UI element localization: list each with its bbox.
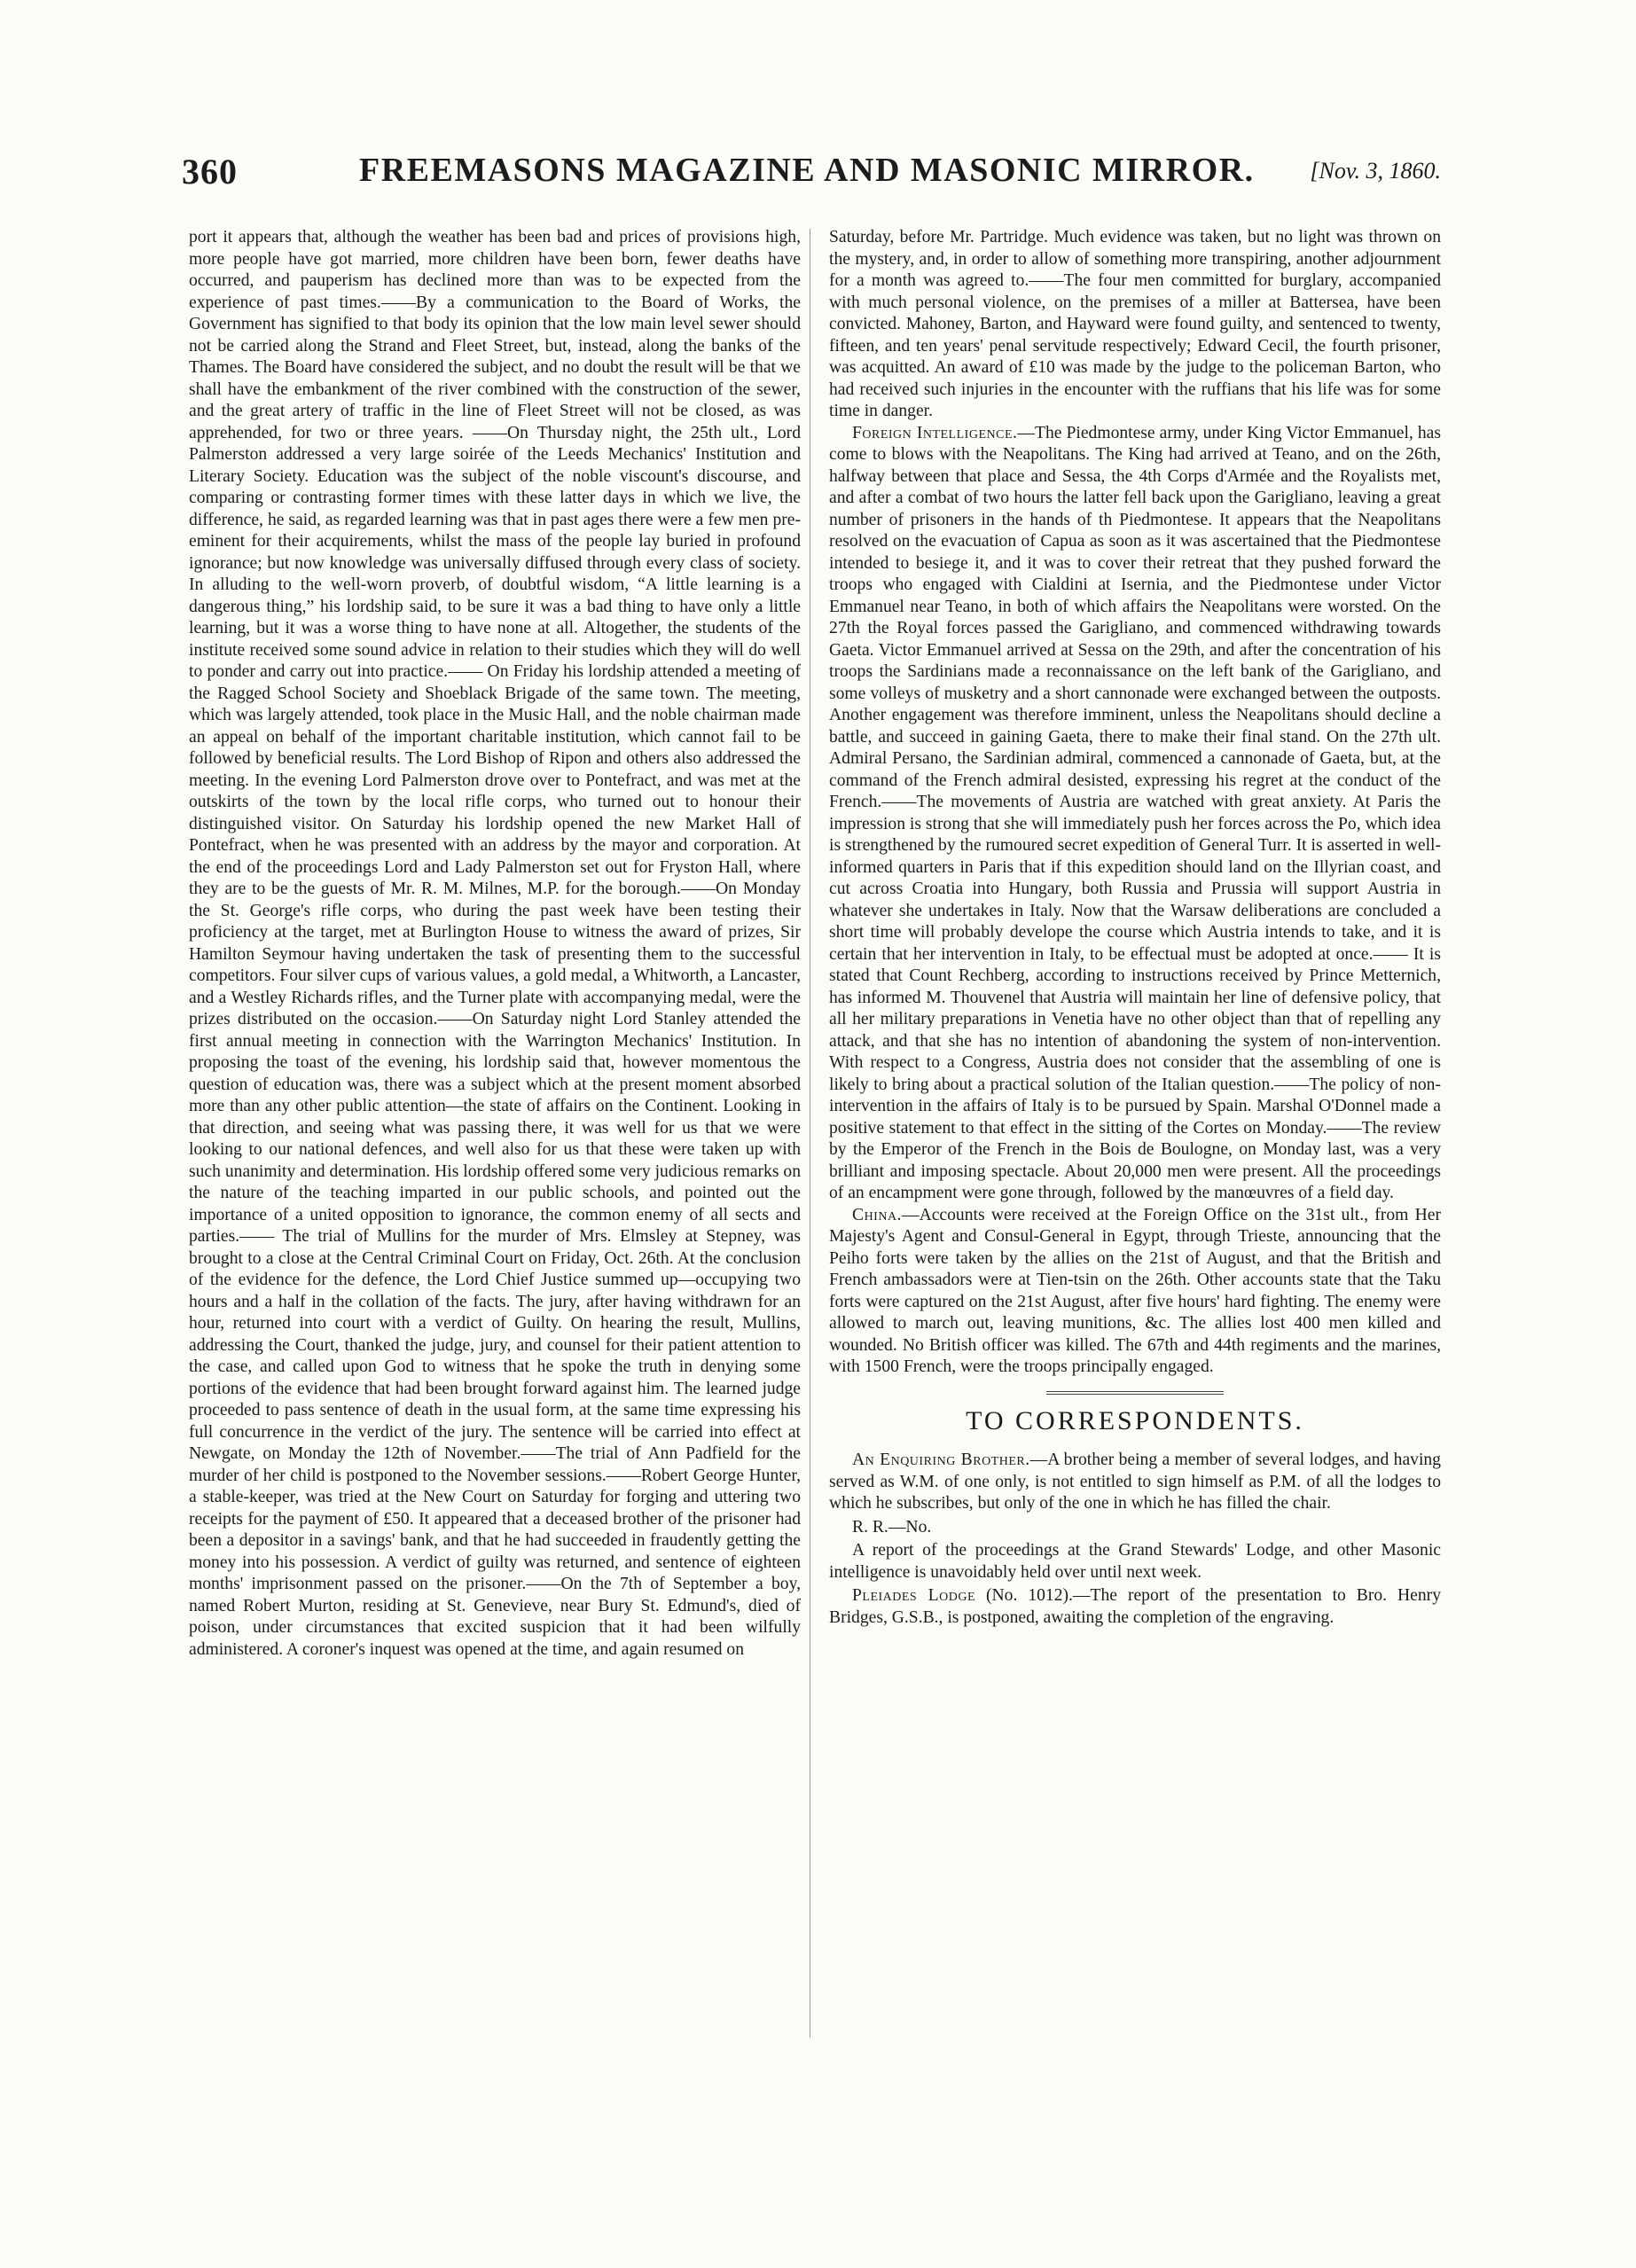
news-continuation: Saturday, before Mr. Partridge. Much evidence was taken, but no light was thrown on the mystery, and, in order to allow of something more transpiring, another adjournment for a month was agreed to.——The four men committed for burglary, accompanied with much personal violence, on the premises of a miller at Battersea, have been convicted. Mahoney, Barton, and Hayward were found guilty, and sentenced to twenty, fifteen, and ten years' penal servitude respectively; Edward Cecil, the fourth prisoner, was acquitted. An award of £10 was made by the judge to the policeman Barton, who had received such injuries in the encounter with the ruffians that his life was for some time in danger. (829, 228, 1441, 420)
china-label: China. (852, 1205, 902, 1224)
china-paragraph (829, 1205, 1441, 1379)
foreign-intelligence-text: —The Piedmontese army, under King Victor Emmanuel, has come to blows with the Neapolitans. The King had arrived at Teano, and on the 26th, halfway between that place and Sessa, the 4th Corps d'Armée and the Royalists met, and after a combat of two hours the latter fell back upon the Garigliano, leaving a great number of prisoners in the hands of th Piedmontese. It appears that the Neapolitans resolved on the evacuation of Capua as soon as it was ascertained that the Piedmontese intended to besiege it, and it was to cover their retreat that they pushed forward the troops who engaged with Cialdini at Isernia, and the Piedmontese under Victor Emmanuel near Teano, in both of which affairs the Neapolitans were worsted. On the 27th the Royal forces passed the Garigliano, and commenced withdrawing towards Gaeta. Victor Emmanuel arrived at Sessa on the 29th, and after the concentration of his troops the Sardinians made a reconnaissance on the left bank of the Garigliano, and some volleys of musketry and a short cannonade were exchanged between the outposts. Another engagement was therefore imminent, unless the Neapolitans should decline a battle, and succeed in gaining Gaeta, there to make their final stand. On the 27th ult. Admiral Persano, the Sardinian admiral, commenced a cannonade of Gaeta, but, at the command of the French admiral desisted, expressing his regret at the conduct of the French.——The movements of Austria are watched with great anxiety. At Paris the impression is strong that she will immediately push her forces across the Po, which idea is strengthened by the rumoured secret expedition of General Turr. It is asserted in well-informed quarters in Paris that if this expedition should land on the Illyrian coast, and cut across Croatia into Hungary, both Russia and Prussia will support Austria in whatever she undertakes in Italy. Now that the Warsaw deliberations are concluded a short time will probably develope the course which Austria intends to take, and it is certain that her intervention in Italy, to be effectual must be adopted at once.—— It is stated that Count Rechberg, according to instructions received by Prince Metternich, has informed M. Thouvenel that Austria will maintain her line of defensive policy, that all her military preparations in Venetia have no other object than that of repelling any attack, and that she has no intention of abandoning the system of non-intervention. With respect to a Congress, Austria does not consider that the assembling of one is likely to bring about a practical solution of the Italian question.——The policy of non-intervention in the affairs of Italy is to be pursued by Spain. Marshal O'Donnel made a positive statement to that effect in the sitting of the Cortes on Monday.——The review by the Emperor of the French in the Bois de Boulogne, on Monday last, was a very brilliant and imposing spectacle. About 20,000 men were present. All the proceedings of an encampment were gone through, followed by the manœuvres of a field day. (829, 423, 1441, 1202)
correspondents-heading: TO CORRESPONDENTS. (966, 1405, 1304, 1435)
issue-date: [Nov. 3, 1860. (1310, 158, 1441, 184)
china-text: —Accounts were received at the Foreign Office on the 31st ult., from Her Majesty's Agent and Consul-General in Egypt, through Trieste, announcing that the Peiho forts were taken by the allies on the 21st of August, and that the British and French ambassadors were at Tien-tsin on the 26th. Other accounts state that the Taku forts were captured on the 21st August, after five hours' hard fighting. The enemy were allowed to march out, leaving munitions, &c. The allies lost 400 men killed and wounded. No British officer was killed. The 67th and 44th regiments and the marines, with 1500 French, were the troops principally engaged. (829, 1205, 1441, 1376)
correspondent-label: An Enquiring Brother. (852, 1451, 1030, 1469)
correspondent-item (829, 1450, 1441, 1515)
correspondent-item (829, 1517, 1441, 1539)
correspondent-reply: —A brother being a member of several lodges, and having served as W.M. of one only, is not entitled to sign himself as P.M. of all the lodges to which he subscribes, but only of the one in which he has filled the chair. (829, 1451, 1441, 1513)
correspondent-item (829, 1585, 1441, 1629)
left-column (189, 227, 801, 1661)
section-rule (1046, 1391, 1224, 1395)
news-paragraph: port it appears that, although the weather has been bad and prices of provisions high, more people have got married, more children have been born, fewer deaths have occurred, and pauperism has declined more than was to be expected from the experience of past times.——By a communication to the Board of Works, the Government has signified to that body its opinion that the low main level sewer should not be carried along the Strand and Fleet Street, but, instead, along the banks of the Thames. The Board have considered the subject, and no doubt the result will be that we shall have the embankment of the river combined with the construction of the sewer, and the great artery of traffic in the line of Fleet Street will not be closed, as was apprehended, for two or three years. ——On Thursday night, the 25th ult., Lord Palmerston addressed a very large soirée of the Leeds Mechanics' Institution and Literary Society. Education was the subject of the noble viscount's discourse, and comparing or contrasting former times with these latter days in which we live, the difference, he said, as regarded learning was that in past ages there were a few men pre-eminent for their acquirements, whilst the mass of the people lay buried in profound ignorance; but now knowledge was universally diffused through every class of society. In alluding to the well-worn proverb, of doubtful wisdom, “A little learning is a dangerous thing,” his lordship said, to be sure it was a bad thing to have only a little learning, but it was a worse thing to have none at all. Altogether, the students of the institute received some sound advice in relation to their studies which they will do well to ponder and carry out into practice.—— On Friday his lordship attended a meeting of the Ragged School Society and Shoeblack Brigade of the same town. The meeting, which was largely attended, took place in the Music Hall, and the noble chairman made an appeal on behalf of the important charitable institution, which cannot fail to be followed by beneficial results. The Lord Bishop of Ripon and others also addressed the meeting. In the evening Lord Palmerston drove over to Pontefract, and was met at the outskirts of the town by the local rifle corps, who turned out to honour their distinguished visitor. On Saturday his lordship opened the new Market Hall of Pontefract, when he was presented with an address by the mayor and corporation. At the end of the proceedings Lord and Lady Palmerston set out for Fryston Hall, where they are to be the guests of Mr. R. M. Milnes, M.P. for the borough.——On Monday the St. George's rifle corps, who during the past week have been testing their proficiency at the target, met at Burlington House to witness the award of prizes, Sir Hamilton Seymour having undertaken the task of presenting them to the successful competitors. Four silver cups of various values, a gold medal, a Whitworth, a Lancaster, and a Westley Richards rifles, and the Turner plate with accompanying medal, were the prizes distributed on the occasion.——On Saturday night Lord Stanley attended the first annual meeting in connection with the Warrington Mechanics' Institution. In proposing the toast of the evening, his lordship said that, however momentous the question of education was, there was a subject which at the present moment absorbed more than any other public attention—the state of affairs on the Continent. Looking in that direction, and seeing what was passing there, it was well for us that we were looking to our national defences, and well also for us that these were taken up with such unanimity and determination. His lordship offered some very judicious remarks on the nature of the teaching imparted in our public schools, and pointed out the importance of a united opposition to ignorance, the common enemy of all sects and parties.—— The trial of Mullins for the murder of Mrs. Elmsley at Stepney, was brought to a close at the Central Criminal Court on Friday, Oct. 26th. At the conclusion of the evidence for the defence, the Lord Chief Justice summed up—occupying two hours and a half in the collation of the facts. The jury, after having withdrawn for an hour, returned into court with a verdict of Guilty. On hearing the result, Mullins, addressing the Court, thanked the judge, jury, and counsel for their patient attention to the case, and called upon God to witness that he spoke the truth in denying some portions of the evidence that had been brought forward against him. The learned judge proceeded to pass sentence of death in the usual form, at the same time expressing his full concurrence in the verdict of the jury. The sentence will be carried into effect at Newgate, on Monday the 12th of November.——The trial of Ann Padfield for the murder of her child is postponed to the November sessions.——Robert George Hunter, a stable-keeper, was tried at the New Court on Saturday for forging and uttering two receipts for the payment of £50. It appeared that a deceased brother of the prisoner had been a depositor in a savings' bank, and that he had succeeded in fraudently getting the money into his possession. A verdict of guilty was returned, and sentence of eighteen months' imprisonment passed on the prisoner.——On the 7th of September a boy, named Robert Murton, residing at St. Genevieve, near Bury St. Edmund's, died of poison, under circumstances that excited suspicion that it had been wilfully administered. A coroner's inquest was opened at the time, and again resumed on (189, 228, 801, 1659)
correspondent-label: Pleiades Lodge (852, 1586, 976, 1605)
foreign-intelligence-paragraph (829, 423, 1441, 1205)
foreign-intelligence-label: Foreign Intelligence. (852, 423, 1018, 442)
correspondent-reply: (No. 1012).—The report of the presentation to Bro. Henry Bridges, G.S.B., is postponed, awaiting the completion of the engraving. (829, 1586, 1441, 1627)
correspondent-item (829, 1540, 1441, 1584)
page-header (182, 151, 1441, 204)
right-column (829, 227, 1441, 1631)
correspondent-reply: A report of the proceedings at the Grand Stewards' Lodge, and other Masonic intelligence is unavoidably held over until next week. (829, 1541, 1441, 1582)
running-head: FREEMASONS MAGAZINE AND MASONIC MIRROR. (359, 152, 1255, 189)
correspondents-list (829, 1450, 1441, 1629)
page-number: 360 (182, 152, 238, 192)
correspondent-reply: R. R.—No. (852, 1517, 932, 1537)
